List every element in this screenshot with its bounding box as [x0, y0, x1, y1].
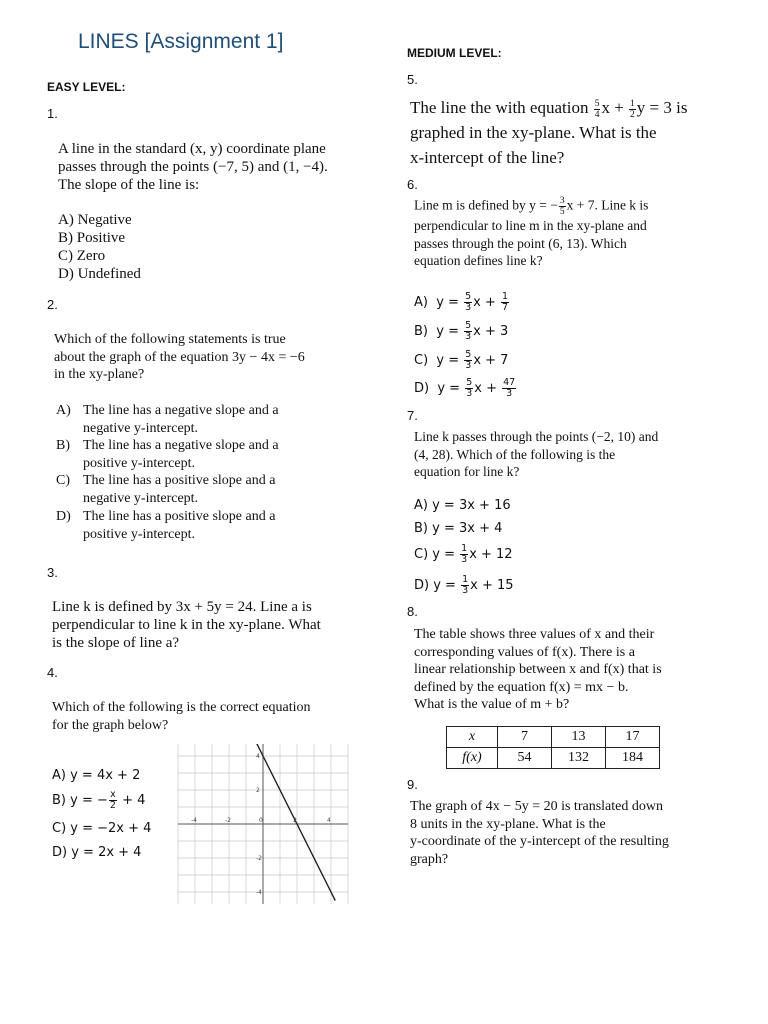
q9-line: y-coordinate of the y-intercept of the resulting [410, 834, 669, 849]
q5-text [410, 95, 687, 170]
fraction [461, 575, 469, 596]
x-tick-label: 0 [259, 817, 263, 824]
q1-option-d: D) Undefined [58, 266, 141, 282]
q4-number: 4. [47, 665, 58, 680]
table-header-x: x [447, 727, 498, 748]
fraction [464, 292, 472, 313]
numerator: 3 [559, 196, 565, 206]
option-post: x + 12 [469, 547, 513, 562]
q4-text [52, 699, 311, 734]
q2-option-text: The line has a positive slope and a positive y-intercept. [83, 509, 276, 542]
q9-number: 9. [407, 777, 418, 792]
q3-line: perpendicular to line k in the xy-plane. What [52, 617, 321, 633]
table-cell: 54 [498, 748, 552, 769]
option-pre: y = [436, 353, 464, 368]
q6-number: 6. [407, 177, 418, 192]
q1-option-c: C) Zero [58, 248, 106, 264]
q5-pre: The line the with equation [410, 98, 589, 117]
q1-line: A line in the standard (x, y) coordinate plane [58, 141, 326, 157]
q4-option-b-pre: B) y = − [52, 793, 108, 808]
denominator: 3 [465, 302, 472, 313]
q5-line [410, 95, 687, 120]
q9-line: The graph of 4x − 5y = 20 is translated down [410, 799, 663, 814]
numerator: 1 [630, 98, 635, 109]
option-mid: x + [474, 381, 502, 396]
x-tick-label: 2 [293, 817, 297, 824]
q1-text [58, 140, 328, 194]
fraction [502, 378, 516, 399]
q3-line: Line k is defined by 3x + 5y = 24. Line a is [52, 599, 312, 615]
option-pre: D) y = [414, 578, 461, 593]
option-letter: B) [414, 324, 428, 339]
q1-line: The slope of the line is: [58, 177, 200, 193]
option-pre: y = [436, 324, 464, 339]
q6-line: equation defines line k? [414, 253, 543, 268]
q2-option-text: The line has a negative slope and a negative y-intercept. [83, 403, 279, 436]
table-cell: 184 [606, 748, 660, 769]
numerator: x [110, 789, 116, 800]
q4-option-a: A) y = 4x + 2 [52, 768, 141, 783]
option-pre: C) y = [414, 547, 460, 562]
q7-option-b: B) y = 3x + 4 [414, 521, 503, 536]
q4-option-b [52, 790, 145, 811]
q2-line: about the graph of the equation 3y − 4x = −6 [54, 349, 305, 365]
fraction [559, 196, 566, 217]
q6-line: perpendicular to line m in the xy-plane and [414, 218, 647, 233]
x-tick-label: -4 [191, 817, 197, 824]
option-letter: A) [414, 295, 428, 310]
q3-text [52, 598, 321, 652]
y-tick-label: 2 [256, 787, 260, 794]
q8-line: What is the value of m + b? [414, 697, 570, 712]
q8-table [446, 726, 660, 769]
q2-text [54, 331, 305, 384]
q1-option-b: B) Positive [58, 230, 126, 246]
q4-graph [176, 744, 352, 904]
table-row [447, 748, 660, 769]
x-tick-label: 4 [327, 817, 331, 824]
table-row [447, 727, 660, 748]
q8-line: defined by the equation f(x) = mx − b. [414, 679, 629, 695]
q5-mid: x + [601, 98, 624, 117]
q3-line: is the slope of line a? [52, 635, 180, 651]
q8-line: The table shows three values of x and their [414, 627, 655, 642]
q6-option-d [414, 378, 517, 399]
fraction [501, 292, 509, 313]
q2-option-text: The line has a negative slope and a positive y-intercept. [83, 438, 279, 471]
q1-number: 1. [47, 106, 58, 121]
denominator: 3 [506, 388, 513, 399]
denominator: 5 [559, 207, 565, 217]
q9-line: graph? [410, 851, 449, 867]
denominator: 2 [109, 800, 116, 811]
option-pre: y = [437, 381, 465, 396]
denominator: 2 [630, 109, 635, 120]
q5-line: graphed in the xy-plane. What is the [410, 123, 657, 142]
numerator: 5 [465, 291, 472, 302]
y-tick-label: 4 [256, 753, 260, 760]
numerator: 5 [594, 98, 600, 109]
denominator: 3 [465, 331, 472, 342]
numerator: 47 [503, 377, 516, 388]
q2-line: Which of the following statements is true [54, 332, 286, 347]
y-tick-label: -2 [256, 855, 262, 862]
q9-text [410, 798, 669, 868]
q6-option-c [414, 350, 508, 371]
table-cell: 13 [552, 727, 606, 748]
fraction [629, 99, 636, 120]
q7-line: Line k passes through the points (−2, 10) and [414, 429, 659, 444]
numerator: 1 [502, 291, 509, 302]
denominator: 3 [465, 360, 472, 371]
q4-line: Which of the following is the correct equation [52, 700, 311, 715]
denominator: 3 [462, 585, 469, 596]
q7-option-a: A) y = 3x + 16 [414, 498, 511, 513]
option-letter: D) [414, 381, 430, 396]
table-cell: 132 [552, 748, 606, 769]
option-letter: C) [414, 353, 429, 368]
option-mid: x + 7 [473, 353, 509, 368]
table-cell: 7 [498, 727, 552, 748]
q7-number: 7. [407, 408, 418, 423]
q7-text [414, 428, 658, 481]
numerator: 1 [462, 574, 469, 585]
q6-post: x + 7. Line k is [566, 197, 649, 213]
numerator: 5 [465, 349, 472, 360]
page-title: LINES [Assignment 1] [78, 30, 284, 53]
y-tick-label: -4 [256, 889, 262, 896]
q8-number: 8. [407, 604, 418, 619]
q2-number: 2. [47, 297, 58, 312]
q1-line: passes through the points (−7, 5) and (1, −4). [58, 159, 328, 175]
numerator: 1 [461, 543, 468, 554]
q2-option-letter: C) [56, 473, 70, 488]
q6-line [414, 196, 648, 217]
q6-text [414, 196, 648, 270]
q6-pre: Line m is defined by y = − [414, 197, 558, 213]
q1-option-a: A) Negative [58, 212, 132, 228]
q5-number: 5. [407, 72, 418, 87]
option-post: x + 15 [470, 578, 514, 593]
q2-option-letter: D) [56, 509, 71, 524]
fraction [464, 350, 472, 371]
fraction [464, 321, 472, 342]
q9-line: 8 units in the xy-plane. What is the [410, 816, 606, 832]
q4-line: for the graph below? [52, 717, 169, 733]
q7-line: (4, 28). Which of the following is the [414, 446, 616, 462]
denominator: 7 [502, 302, 509, 313]
q8-line: linear relationship between x and f(x) that is [414, 662, 662, 677]
q4-option-b-post: + 4 [122, 793, 146, 808]
easy-level-heading: EASY LEVEL: [47, 80, 126, 94]
option-mid: x + [473, 295, 500, 310]
q6-option-a [414, 292, 510, 313]
q8-text [414, 626, 662, 714]
q3-number: 3. [47, 565, 58, 580]
q7-line: equation for line k? [414, 464, 520, 479]
q4-option-c: C) y = −2x + 4 [52, 821, 152, 836]
q2-option-text: The line has a positive slope and a negative y-intercept. [83, 473, 276, 506]
fraction [109, 790, 117, 811]
q7-option-d [414, 575, 514, 596]
q5-line: x-intercept of the line? [410, 148, 565, 167]
q2-option-letter: B) [56, 438, 70, 453]
q2-line: in the xy-plane? [54, 367, 145, 382]
denominator: 4 [594, 109, 600, 120]
q1-options [58, 211, 141, 283]
numerator: 5 [465, 320, 472, 331]
numerator: 5 [466, 377, 473, 388]
q5-post: y = 3 is [636, 98, 688, 117]
q4-option-d: D) y = 2x + 4 [52, 845, 142, 860]
denominator: 3 [461, 554, 468, 565]
graph-axes [178, 744, 348, 904]
fraction [594, 99, 601, 120]
q6-line: passes through the point (6, 13). Which [414, 235, 627, 251]
x-tick-label: -2 [225, 817, 231, 824]
medium-level-heading: MEDIUM LEVEL: [407, 46, 502, 60]
denominator: 3 [466, 388, 473, 399]
option-pre: y = [436, 295, 464, 310]
q8-line: corresponding values of f(x). There is a [414, 644, 635, 660]
q7-option-c [414, 544, 513, 565]
fraction [460, 544, 468, 565]
q2-option-letter: A) [56, 403, 71, 418]
table-cell: 17 [606, 727, 660, 748]
fraction [465, 378, 473, 399]
q6-option-b [414, 321, 508, 342]
table-header-fx: f(x) [447, 748, 498, 769]
option-mid: x + 3 [473, 324, 509, 339]
